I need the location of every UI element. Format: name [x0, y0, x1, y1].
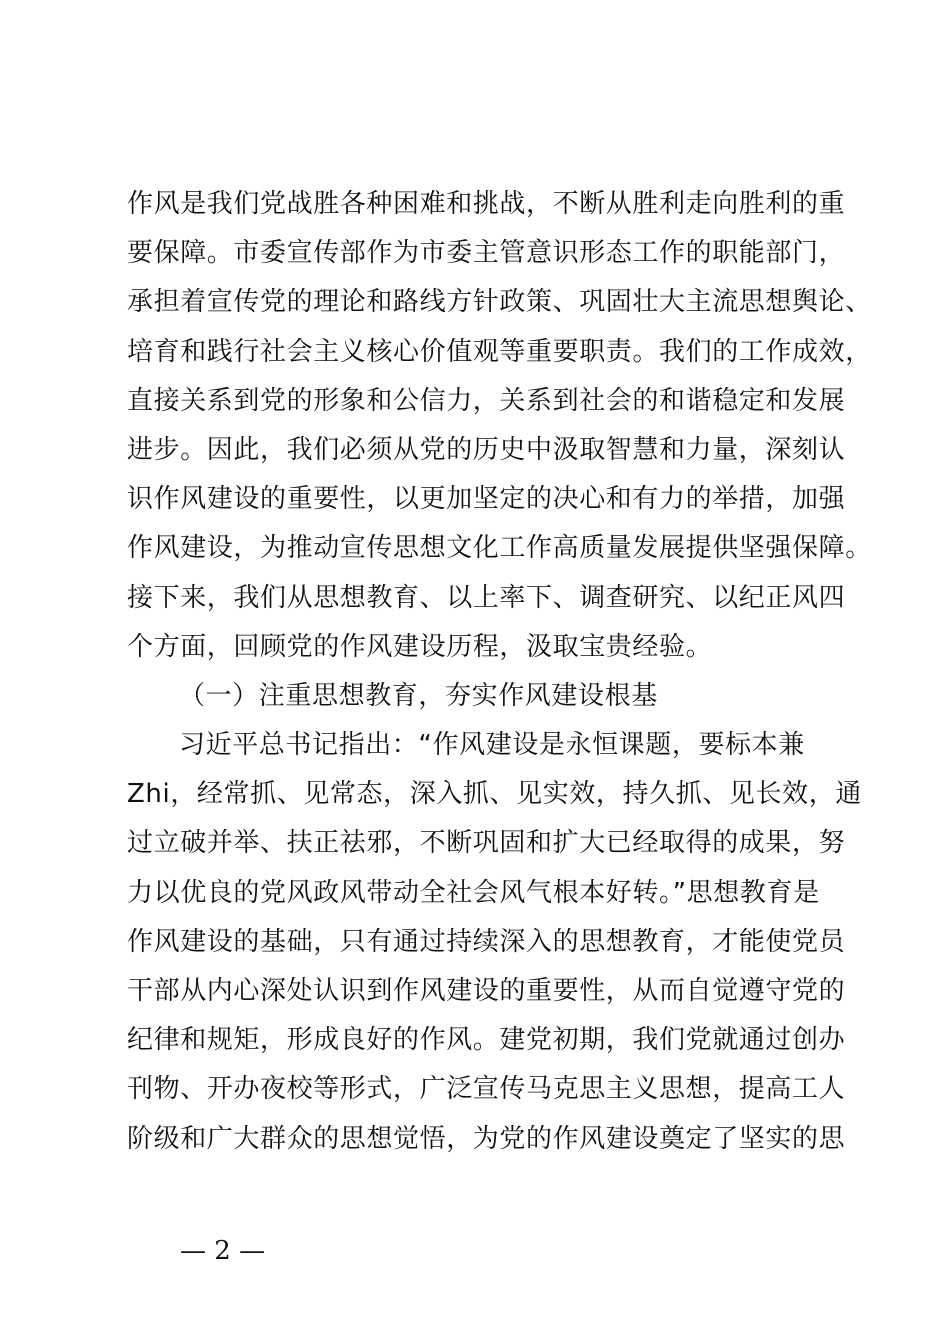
text-line: 纪律和规矩，形成良好的作风。建党初期，我们党就通过创办 — [127, 1025, 846, 1056]
text-line: 进步。因此，我们必须从党的历史中汲取智慧和力量，深刻认 — [127, 434, 846, 465]
text-line: 培育和践行社会主义核心价值观等重要职责。我们的工作成效， — [127, 336, 872, 367]
text-line: 要保障。市委宣传部作为市委主管意识形态工作的职能部门， — [127, 238, 846, 269]
text-line: 识作风建设的重要性，以更加坚定的决心和有力的举措，加强 — [127, 484, 846, 515]
text-line: 力以优良的党风政风带动全社会风气根本好转。”思想教育是 — [127, 877, 820, 908]
text-line: 作风是我们党战胜各种困难和挑战，不断从胜利走向胜利的重 — [127, 189, 846, 219]
text-line: 刊物、开办夜校等形式，广泛宣传马克思主义思想，提高工人 — [127, 1074, 846, 1105]
text-line: 过立破并举、扶正祛邪，不断巩固和扩大已经取得的成果，努 — [127, 828, 846, 859]
text-line: 干部从内心深处认识到作风建设的重要性，从而自觉遵守党的 — [127, 976, 846, 1006]
text-line: 作风建设的基础，只有通过持续深入的思想教育，才能使党员 — [127, 926, 846, 957]
text-line: 作风建设，为推动宣传思想文化工作高质量发展提供坚强保障。 — [127, 533, 872, 564]
section-heading: （一）注重思想教育，夯实作风建设根基 — [179, 680, 658, 711]
text-line: 阶级和广大群众的思想觉悟，为党的作风建设奠定了坚实的思 — [127, 1123, 846, 1154]
text-line: 承担着宣传党的理论和路线方针政策、巩固壮大主流思想舆论、 — [127, 287, 872, 318]
text-line: 习近平总书记指出：“作风建设是永恒课题，要标本兼 — [179, 730, 805, 761]
text-line: 个方面，回顾党的作风建设历程，汲取宝贵经验。 — [127, 631, 713, 662]
text-line: 直接关系到党的形象和公信力，关系到社会的和谐稳定和发展 — [127, 385, 846, 416]
text-line: Zhi，经常抓、见常态，深入抓、见实效，持久抓、见长效，通 — [127, 779, 862, 810]
text-line: 接下来，我们从思想教育、以上率下、调查研究、以纪正风四 — [127, 582, 846, 613]
document-body — [127, 180, 872, 1164]
page-number: — 2 — — [180, 1236, 266, 1266]
